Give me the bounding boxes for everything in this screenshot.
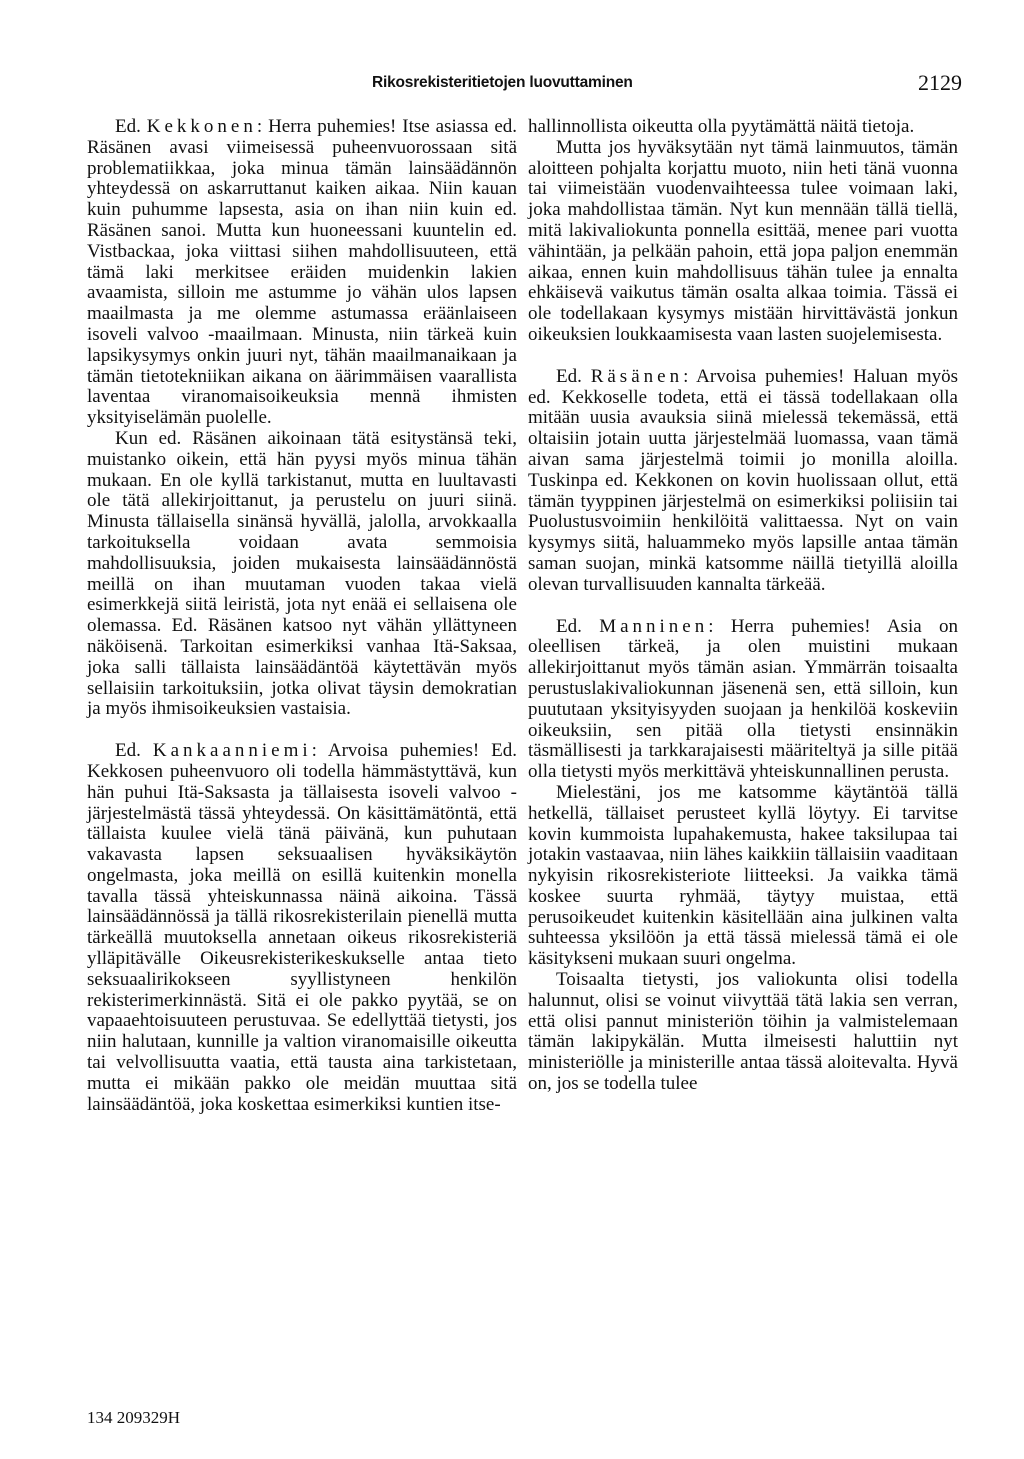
left-column — [87, 117, 517, 1115]
speaker-name: Manninen — [599, 615, 709, 637]
speech-text: : Herra puhemies! Itse asiassa ed. Räsänen avasi viimeisessä puheenvuorossaan sitä problematiikkaa, joka minua tämän lainsäädännön yhteydessä on askarruttanut kaiken aikaa. Niin kauan kuin puhumme lapsesta, asia on ihan niin kuin ed. Räsänen sanoi. Mutta kun huoneessani kuuntelin ed. Vistbackaa, joka viittasi siihen mahdollisuuteen, että tämä laki merkitsee eräiden muidenkin lakien avaamista, silloin me astumme jo vähän ulos lapsen maailmasta ja me olemme astumassa eräänlaiseen isoveli valvoo -maailmaan. Minusta, niin tärkeä kuin lapsikysymys onkin juuri nyt, tähän maailmanaikaan ja tämän tietotekniikan aikana on äärimmäisen vaarallista laventaa viranomaisoikeuksia mennä ihmisten yksityiselämän puolelle. — [87, 116, 518, 429]
speech-text: : Arvoisa puhemies! Ed. Kekkosen puheenvuoro oli todella hämmästyttävä, kun hän puhui Itä-Saksasta ja tällaisesta isoveli valvoo -järjestelmästä tässä yhteydessä. On käsittämätöntä, että tällaista kuulee vielä tänä päivänä, kun puhutaan vakavasta lapsen seksuaalisen hyväksikäytön ongelmasta, joka meillä on esillä kuitenkin monella tavalla tässä yhteiskunnassa näinä aikoina. Tässä lainsäädännössä ja tällä rikosrekisterilain pienellä mutta tärkeällä muutoksella annetaan oikeus rikosrekisteriä ylläpitävälle Oikeusrekisterikeskukselle antaa tieto seksuaalirikokseen syyllistyneen henkilön rekisterimerkinnästä. Sitä ei ole pakko pyytää, se on vapaaehtoisuuteen perustuvaa. Se edellyttää tietysti, jos niin halutaan, kunnille ja valtion viranomaisille oikeutta tai velvollisuutta vaatia, että tausta aina tarkistetaan, mutta ei mikään pakko ole meidän muuttaa sitä lainsäädäntöä, joka koskettaa esimerkiksi kuntien itse- — [87, 740, 518, 1115]
speech-kankaanniemi — [87, 741, 517, 1115]
running-header-title: Rikosrekisteritietojen luovuttaminen — [372, 74, 633, 91]
paragraph: Kun ed. Räsänen aikoinaan tätä esitystänsä teki, muistanko oikein, että hän pyysi myös minua tähän mukaan. En ole kyllä tarkistanut, mutta en luultavasti ole tätä allekirjoittanut, ja perustelu on juuri siinä. Minusta tällaisella sinänsä hyvällä, jalolla, arvokkaalla tarkoituksella voidaan avata semmoisia mahdollisuuksia, joiden mukaisesta lainsäädännöstä meillä on ihan muutaman vuoden takaa vielä esimerkkejä siitä leiristä, jota nyt enää ei sellaisena ole olemassa. Ed. Räsänen katsoo nyt vähän yllättyneen näköisenä. Tarkoitan esimerkiksi vanhaa Itä-Saksaa, joka salli tällaista lainsäädäntöä käytettävän myös sellaisiin tarkoituksiin, jotka olivat täysin demokratian ja myös ihmisoikeuksien vastaisia. — [87, 427, 517, 720]
speech-rasanen — [528, 367, 958, 596]
speaker-prefix: Ed. — [556, 615, 582, 637]
paragraph-continuation: hallinnollista oikeutta olla pyytämättä näitä tietoja. — [528, 116, 915, 137]
page-number: 2129 — [918, 70, 962, 95]
speech-text: : Herra puhemies! Asia on oleellisen tärkeä, ja olen muistini mukaan allekirjoittanut myös tämän asian. Ymmärrän toisaalta perustuslakivaliokunnan jäsenenä sen, että silloin, kun puututaan yksityisyyden suojaan ja henkilöä koskeviin oikeuksiin, sen pitää olla tietysti ensinnäkin täsmällisesti ja tarkkarajaisesti määriteltyä ja sille pitää olla tietysti myös merkittävä yhteiskunnallinen perusta. — [528, 615, 958, 783]
speaker-prefix: Ed. — [115, 116, 141, 137]
speaker-name: Räsänen — [590, 365, 684, 387]
paragraph: Toisaalta tietysti, jos valiokunta olisi todella halunnut, olisi se voinut viivyttää tätä lakia sen verran, että olisi pannut ministeriön töihin ja valmistelemaan tämän lakipykälän. Mutta ilmeisesti haluttiin nyt ministeriölle ja ministerille antaa tässä aloitevalta. Hyvä on, jos se todella tulee — [528, 969, 958, 1095]
right-column — [528, 117, 958, 1095]
footer-print-code: 134 209329H — [87, 1408, 181, 1427]
speech-text: : Arvoisa puhemies! Haluan myös ed. Kekkoselle todeta, että ei tässä todellakaan olla mitään uusia avauksia siinä mielessä tekemässä, että oltaisiin jotain uutta järjestelmää luomassa, vaan tämä aivan sama järjestelmä toimii jo monilla aloilla. Tuskinpa ed. Kekkonen on kovin huolissaan ollut, että tämän tyyppinen järjestelmä on esimerkiksi poliisiin tai Puolustusvoimiin henkilöitä valittaessa. Nyt on vain kysymys siitä, haluammeko myös lapsille antaa tämän saman suojan, minkä katsomme näillä tietyillä aloilla olevan turvallisuuden kannalta tärkeää. — [528, 365, 958, 595]
speaker-prefix: Ed. — [556, 365, 582, 387]
speaker-name: Kekkonen — [146, 116, 257, 137]
paragraph: Mielestäni, jos me katsomme käytäntöä tällä hetkellä, tällaiset perusteet kyllä löytyy. Ei tarvitse kovin kummoista lupahakemusta, hakee taksilupaa tai jotakin vastaavaa, niin lähes kaikkiin tällaisiin vaaditaan nykyisin rikosrekisteriote liitteeksi. Ja vaikka tämä koskee suurta ryhmää, täytyy muistaa, että perusoikeudet kuitenkin käsitellään aina julkinen valta suhteessa yksilöön ja että tässä mielessä tämä ei ole käsitykseni mukaan suuri ongelma. — [528, 781, 958, 970]
speech-kekkonen — [87, 117, 517, 429]
speaker-prefix: Ed. — [115, 740, 141, 762]
speaker-name: Kankaanniemi — [152, 740, 312, 762]
speech-manninen — [528, 617, 958, 783]
paragraph: Mutta jos hyväksytään nyt tämä lainmuutos, tämän aloitteen pohjalta korjattu muoto, niin heti tänä vuonna tai viimeistään vuodenvaihteessa tulee voimaan laki, joka mahdollistaa tämän. Nyt kun mennään tällä tiellä, mitä lakivaliokunta ponnella esittää, menee pari vuotta vähintään, ja pelkään pahoin, että jopa paljon enemmän aikaa, ennen kuin mahdollisuus tähän tulee ja ennalta ehkäisevä vaikutus tämän osalta alkaa toimia. Tässä ei ole todellakaan kysymys mistään hirvittävästä jonkun oikeuksien loukkaamisesta vaan lasten suojelemisesta. — [528, 136, 958, 345]
